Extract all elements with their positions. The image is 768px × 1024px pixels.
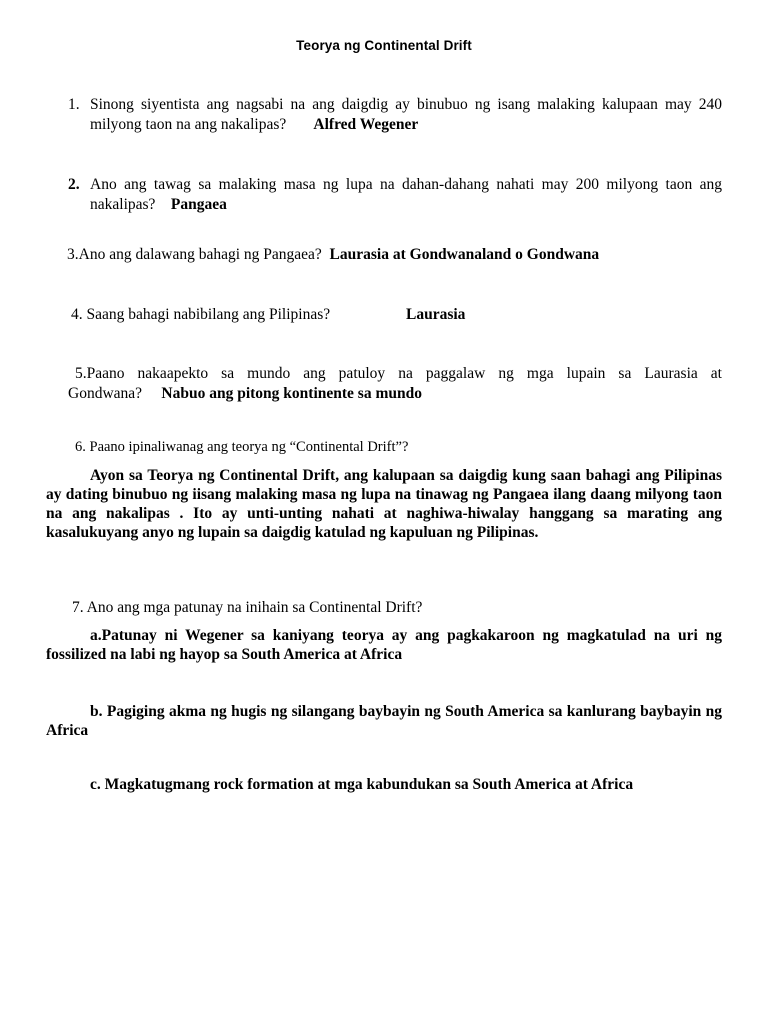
answer-5: Nabuo ang pitong kontinente sa mundo: [161, 385, 422, 402]
question-5-line1: 5.Paano nakaapekto sa mundo ang patuloy na paggalaw ng mga lupain sa Laurasia at: [75, 365, 722, 382]
answer-7a: [46, 626, 722, 664]
question-4: [71, 305, 691, 325]
question-1: [68, 95, 722, 135]
answer-4: Laurasia: [406, 306, 466, 323]
page-title: Teorya ng Continental Drift: [296, 38, 472, 53]
question-7-text: 7. Ano ang mga patunay na inihain sa Continental Drift?: [72, 599, 423, 616]
question-3: [67, 245, 727, 265]
answer-7a-text: a.Patunay ni Wegener sa kaniyang teorya ay ang pagkakaroon ng magkatulad na uri ng fossilized na labi ng hayop sa South America at Africa: [46, 627, 722, 663]
question-3-text: 3.Ano ang dalawang bahagi ng Pangaea?: [67, 246, 322, 263]
answer-2: Pangaea: [170, 196, 227, 213]
question-5: [68, 364, 722, 404]
question-6: [75, 437, 695, 457]
question-5-line2: Gondwana?: [68, 385, 143, 402]
answer-3: Laurasia at Gondwanaland o Gondwana: [329, 246, 600, 263]
question-2-text: Ano ang tawag sa malaking masa ng lupa na dahan-dahang nahati may 200 milyong taon ang nakalipas?: [90, 176, 722, 213]
question-1-text: Sinong siyentista ang nagsabi na ang daigdig ay binubuo ng isang malaking kalupaan may 240 milyong taon na ang nakalipas?: [90, 96, 722, 133]
answer-6-text: Ayon sa Teorya ng Continental Drift, ang kalupaan sa daigdig kung saan bahagi ang Pilipinas ay dating binubuo ng iisang malaking masa ng lupa na tinawag ng Pangaea ilang daang milyong taon na ang nakalipas . Ito ay unti-unting nahati at naghiwa-hiwalay hanggang sa marating ang kasalukuyang anyo ng lupain sa daigdig katulad ng kapuluan ng Pilipinas.: [46, 467, 722, 541]
answer-7c: [46, 775, 722, 794]
answer-7b-text: b. Pagiging akma ng hugis ng silangang baybayin ng South America sa kanlurang baybayin ng Africa: [46, 703, 722, 739]
question-6-text: 6. Paano ipinaliwanag ang teorya ng “Continental Drift”?: [75, 439, 409, 455]
question-2-number: 2.: [68, 176, 80, 193]
answer-6: [46, 466, 722, 542]
answer-1: Alfred Wegener: [313, 116, 419, 133]
answer-7c-text: c. Magkatugmang rock formation at mga kabundukan sa South America at Africa: [90, 776, 634, 793]
question-1-number: 1.: [68, 96, 80, 113]
question-7: [72, 598, 692, 618]
question-4-text: 4. Saang bahagi nabibilang ang Pilipinas?: [71, 306, 331, 323]
answer-7b: [46, 702, 722, 740]
question-2: [68, 175, 722, 215]
